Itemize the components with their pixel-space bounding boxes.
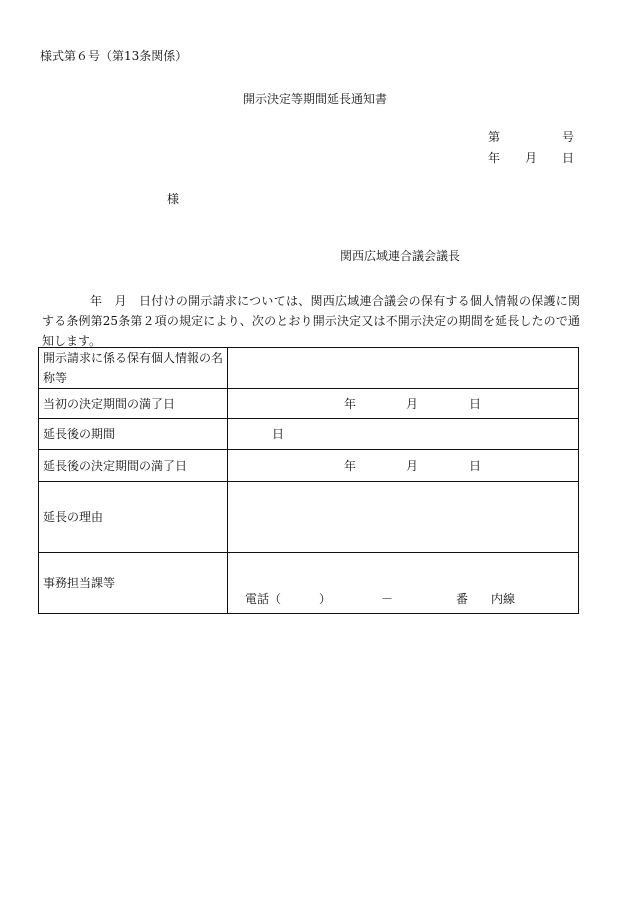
- value-day: 日: [272, 427, 285, 441]
- row-label: 事務担当課等: [39, 553, 228, 614]
- row-label: 当初の決定期間の満了日: [39, 389, 228, 419]
- extension-label: 内線: [491, 592, 516, 606]
- body-text: 年 月 日付けの開示請求については、関西広域連合議会の保有する個人情報の保護に関する条例第25条第２項の規定により、次のとおり開示決定又は不開示決定の期間を延長したので通知します。: [42, 294, 580, 348]
- row-value[interactable]: [228, 389, 579, 419]
- table-row: [39, 348, 579, 389]
- phone-label: 電話（: [245, 592, 282, 606]
- row-value[interactable]: [228, 419, 579, 450]
- row-label: 延長後の決定期間の満了日: [39, 450, 228, 482]
- value-month: 月: [406, 396, 419, 411]
- value-year: 年: [344, 396, 357, 411]
- value-day: 日: [469, 458, 482, 473]
- form-table: [38, 347, 579, 614]
- date-month: 月: [524, 151, 537, 165]
- date-year: 年: [488, 151, 501, 165]
- value-month: 月: [406, 458, 419, 473]
- table-row: [39, 419, 579, 450]
- value-day: 日: [469, 396, 482, 411]
- table-row: [39, 450, 579, 482]
- row-label: 延長後の期間: [39, 419, 228, 450]
- row-label: 延長の理由: [39, 482, 228, 553]
- reference-prefix: 第: [488, 130, 501, 144]
- reference-number: [488, 131, 574, 143]
- table-row: [39, 482, 579, 553]
- phone-dash: －: [381, 592, 394, 606]
- table-row: [39, 553, 579, 614]
- row-label: 開示請求に係る保有個人情報の名称等: [39, 348, 228, 389]
- reference-suffix: 号: [561, 130, 574, 144]
- form-number: 様式第６号（第13条関係）: [40, 49, 188, 63]
- contact-value[interactable]: [228, 553, 579, 614]
- row-value[interactable]: [228, 450, 579, 482]
- table-row: [39, 389, 579, 419]
- row-value[interactable]: [228, 348, 579, 389]
- addressee: 様: [167, 192, 180, 206]
- phone-ban: 番: [456, 592, 469, 606]
- issuer: 関西広域連合議会議長: [340, 249, 461, 263]
- issue-date: [488, 152, 574, 164]
- value-year: 年: [344, 458, 357, 473]
- phone-close: ）: [319, 592, 332, 606]
- row-value[interactable]: [228, 482, 579, 553]
- date-day: 日: [561, 151, 574, 165]
- document-title: 開示決定等期間延長通知書: [242, 92, 387, 106]
